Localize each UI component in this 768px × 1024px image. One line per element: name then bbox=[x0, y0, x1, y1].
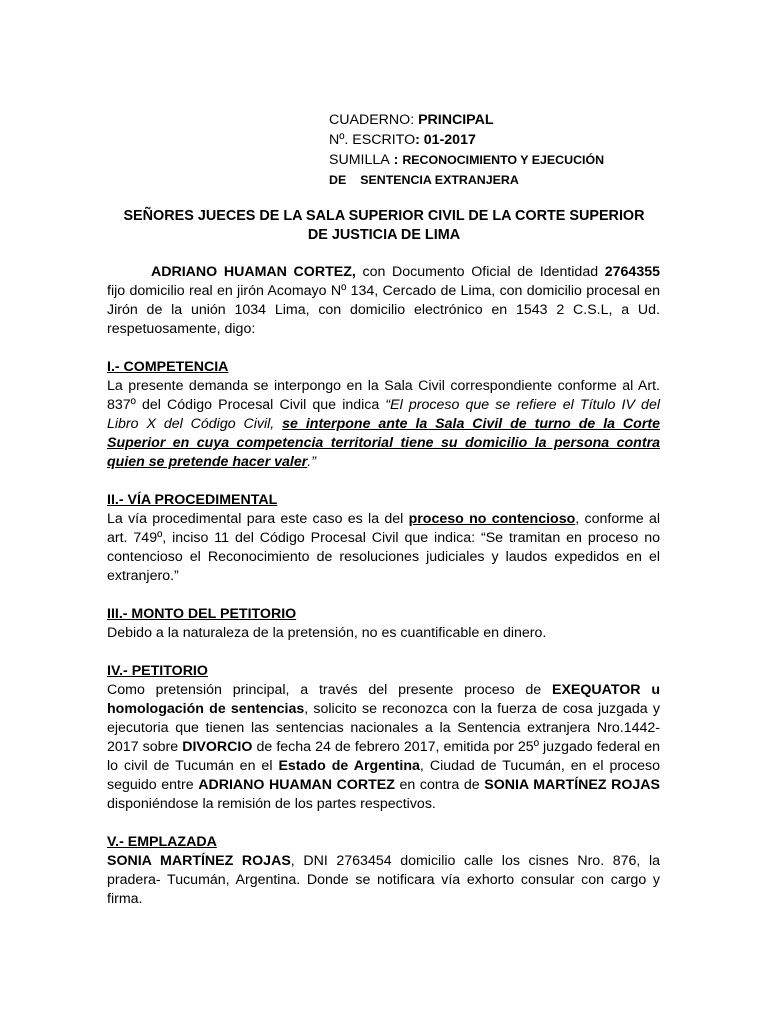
sumilla-line bbox=[329, 150, 604, 170]
escrito-value: : 01-2017 bbox=[415, 132, 476, 148]
section-paragraph bbox=[107, 377, 660, 472]
intro-paragraph bbox=[107, 263, 660, 339]
section-monto bbox=[107, 605, 660, 643]
petitorio-bold-2: DIVORCIO bbox=[182, 739, 253, 755]
petitorio-text-4: , Ciudad de Tucumán, en el proceso seguido entre bbox=[107, 758, 660, 793]
cuaderno-value: PRINCIPAL bbox=[418, 112, 494, 128]
section-emplazada bbox=[107, 833, 660, 909]
petitorio-text-3: de fecha 24 de febrero 2017, emitida por 25º juzgado federal en lo civil de Tucumán en el bbox=[107, 739, 660, 774]
via-text-1: La vía procedimental para este caso es la del bbox=[107, 511, 409, 527]
section-heading: IV.- PETITORIO bbox=[107, 663, 208, 679]
competencia-quote-2: se interpone ante la Sala Civil de turno de la Corte Superior en cuya competencia territorial tiene su domicilio la persona contra quien se pretende hacer valer bbox=[107, 416, 660, 470]
section-heading: V.- EMPLAZADA bbox=[107, 834, 217, 850]
section-heading: II.- VÍA PROCEDIMENTAL bbox=[107, 492, 278, 508]
petitorio-text-5: en contra de bbox=[394, 777, 485, 793]
via-emphasis: proceso no contencioso bbox=[408, 511, 576, 527]
section-paragraph bbox=[107, 852, 660, 909]
section-paragraph: Debido a la naturaleza de la pretensión, no es cuantificable en dinero. bbox=[107, 625, 547, 641]
emplazada-name: SONIA MARTÍNEZ ROJAS bbox=[107, 853, 291, 869]
via-text-2: , conforme al art. 749º, inciso 11 del Código Procesal Civil que indica: “Se tramitan en proceso no contencioso el Reconocimiento de resoluciones judiciales y laudos expedidos en el extranjero.” bbox=[107, 511, 660, 584]
sumilla-value-1: RECONOCIMIENTO Y EJECUCIÓN bbox=[402, 153, 605, 167]
title-line-2: DE JUSTICIA DE LIMA bbox=[307, 227, 461, 243]
section-heading: III.- MONTO DEL PETITORIO bbox=[107, 606, 297, 622]
cuaderno-line bbox=[329, 110, 604, 130]
petitorio-text-2: , solicito se reconozca con la fuerza de cosa juzgada y ejecutoria que tienen las sentencias nacionales a la Sentencia extranjera Nro.1442-2017 sobre bbox=[107, 701, 660, 755]
section-via-procedimental bbox=[107, 491, 660, 586]
petitorio-text-1: Como pretensión principal, a través del presente proceso de bbox=[107, 682, 552, 698]
intro-text-2: fijo domicilio real en jirón Acomayo Nº 134, Cercado de Lima, con domicilio procesal en Jirón de la unión 1034 Lima, con domicilio electrónico en 1543 2 C.S.L, a Ud. respetuosamente, digo: bbox=[107, 283, 660, 337]
competencia-quote-3: .” bbox=[307, 454, 316, 470]
sumilla-label: SUMILLA bbox=[329, 152, 390, 168]
intro-text-1: con Documento Oficial de Identidad bbox=[355, 264, 605, 280]
escrito-label: Nº. ESCRITO bbox=[329, 132, 416, 148]
section-paragraph bbox=[107, 510, 660, 586]
petitioner-name: ADRIANO HUAMAN CORTEZ, bbox=[151, 264, 356, 280]
addressee-title bbox=[96, 207, 672, 245]
sumilla-value-2: SENTENCIA EXTRANJERA bbox=[360, 173, 519, 187]
section-paragraph bbox=[107, 681, 660, 814]
competencia-text: La presente demanda se interpongo en la Sala Civil correspondiente conforme al Art. 837º del Código Procesal Civil que indica bbox=[107, 378, 660, 413]
section-petitorio bbox=[107, 662, 660, 814]
sumilla-de: DE bbox=[329, 173, 347, 187]
petitorio-text-6: disponiéndose la remisión de los partes respectivos. bbox=[107, 796, 436, 812]
cuaderno-label: CUADERNO: bbox=[329, 112, 419, 128]
petitioner-dni: 2764355 bbox=[604, 264, 660, 280]
petitorio-bold-5: SONIA MARTÍNEZ ROJAS bbox=[484, 777, 660, 793]
document-header bbox=[329, 110, 604, 190]
petitorio-bold-1: EXEQUATOR u homologación de sentencias bbox=[107, 682, 661, 717]
title-line-1: SEÑORES JUECES DE LA SALA SUPERIOR CIVIL DE LA CORTE SUPERIOR bbox=[123, 208, 645, 224]
competencia-quote-1: “El proceso que se refiere el Título IV del Libro X del Código Civil, bbox=[107, 397, 660, 432]
sumilla-line-2 bbox=[329, 170, 604, 190]
petitorio-bold-3: Estado de Argentina bbox=[278, 758, 420, 774]
escrito-line bbox=[329, 130, 604, 150]
section-competencia bbox=[107, 358, 660, 472]
petitorio-bold-4: ADRIANO HUAMAN CORTEZ bbox=[198, 777, 395, 793]
section-heading: I.- COMPETENCIA bbox=[107, 359, 229, 375]
emplazada-text: , DNI 2763454 domicilio calle los cisnes Nro. 876, la pradera- Tucumán, Argentina. Donde se notificara vía exhorto consular con cargo y firma. bbox=[107, 853, 661, 907]
document-body bbox=[107, 263, 660, 928]
sumilla-separator: : bbox=[389, 152, 403, 168]
